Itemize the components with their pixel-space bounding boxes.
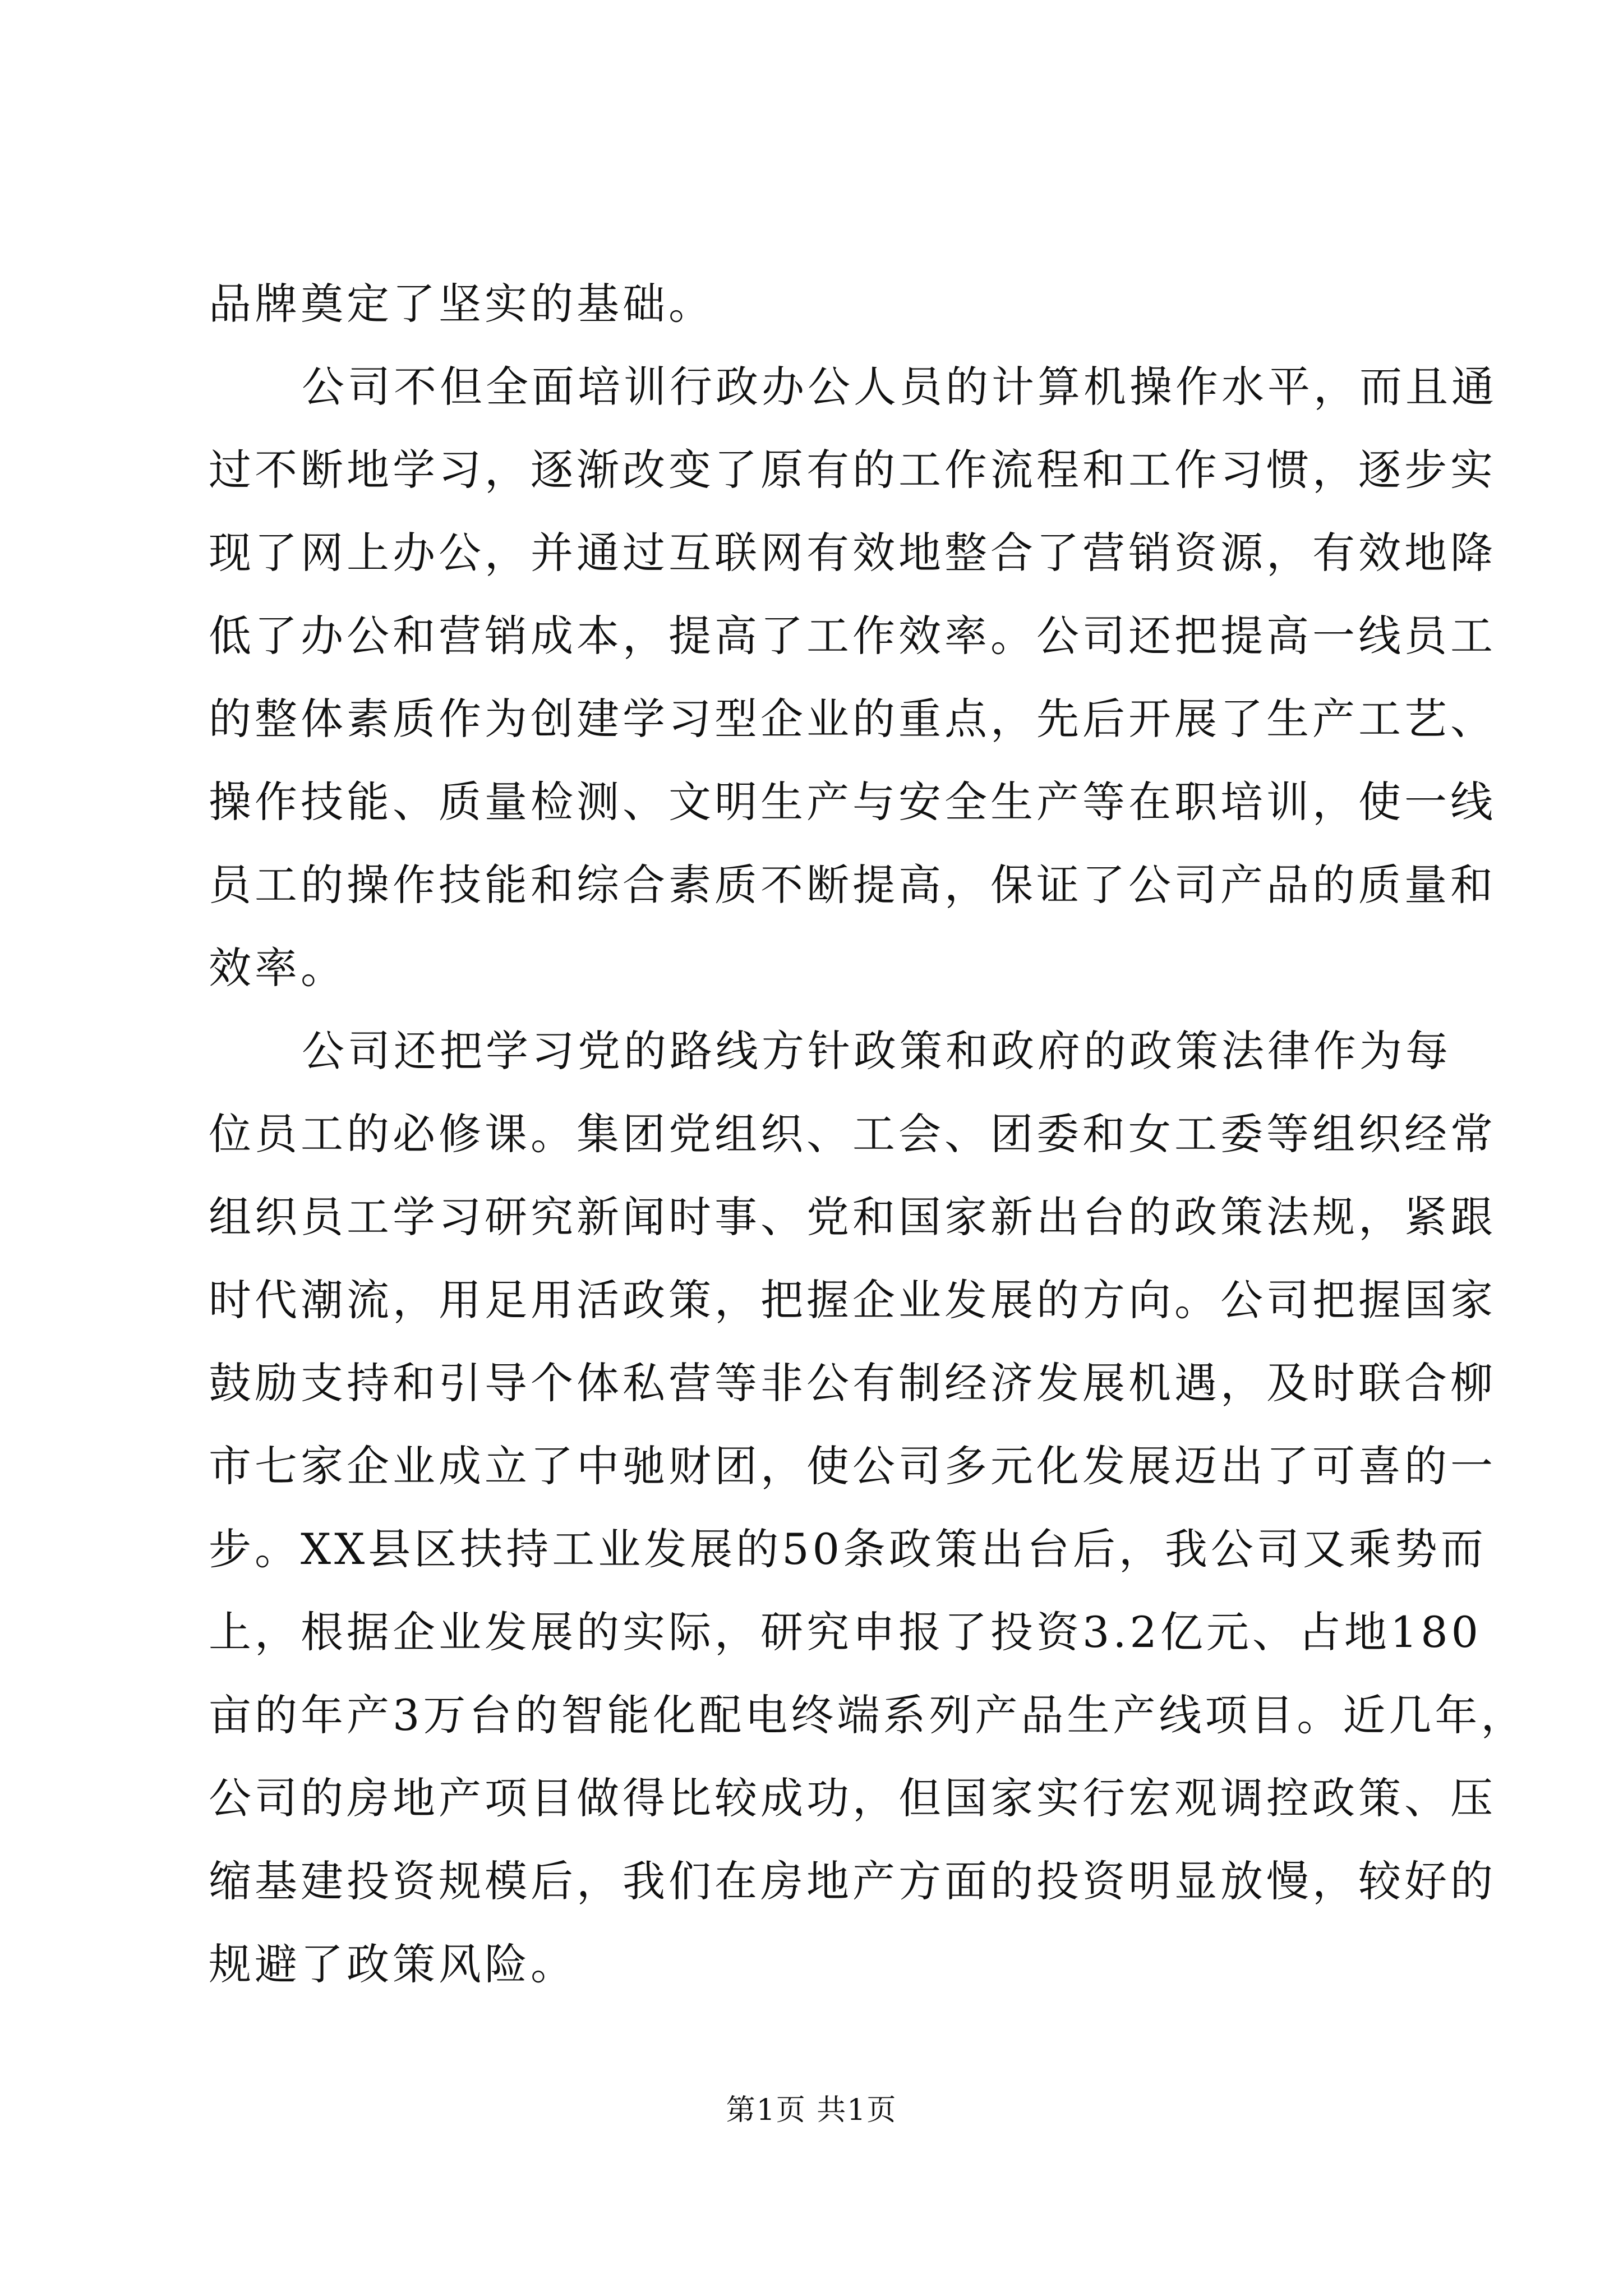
text-line: 品牌奠定了坚实的基础。: [209, 279, 714, 329]
text-line: 缩基建投资规模后，我们在房地产方面的投资明显放慢，较好的: [209, 1856, 1496, 1906]
text-line: 过不断地学习，逐渐改变了原有的工作流程和工作习惯，逐步实: [209, 445, 1496, 495]
text-line: 组织员工学习研究新闻时事、党和国家新出台的政策法规，紧跟: [209, 1192, 1496, 1242]
paragraph-first-line: 公司不但全面培训行政办公人员的计算机操作水平，而且通: [302, 362, 1497, 412]
text-line: 步。XX县区扶持工业发展的50条政策出台后，我公司又乘势而: [209, 1524, 1487, 1574]
text-line: 上，根据企业发展的实际，研究申报了投资3.2亿元、占地180: [209, 1607, 1482, 1657]
text-line: 效率。: [209, 943, 347, 993]
text-line: 现了网上办公，并通过互联网有效地整合了营销资源，有效地降: [209, 528, 1496, 578]
text-line: 亩的年产3万台的智能化配电终端系列产品生产线项目。近几年，: [209, 1690, 1527, 1740]
page-number-footer: 第1页 共1页: [726, 2093, 897, 2127]
text-line: 公司的房地产项目做得比较成功，但国家实行宏观调控政策、压: [209, 1773, 1496, 1823]
text-line: 市七家企业成立了中驰财团，使公司多元化发展迈出了可喜的一: [209, 1441, 1496, 1491]
text-line: 员工的操作技能和综合素质不断提高，保证了公司产品的质量和: [209, 860, 1496, 910]
text-line: 鼓励支持和引导个体私营等非公有制经济发展机遇，及时联合柳: [209, 1358, 1496, 1408]
paragraph-first-line: 公司还把学习党的路线方针政策和政府的政策法律作为每: [302, 1026, 1451, 1076]
text-line: 规避了政策风险。: [209, 1939, 577, 1989]
text-line: 时代潮流，用足用活政策，把握企业发展的方向。公司把握国家: [209, 1275, 1496, 1325]
text-line: 的整体素质作为创建学习型企业的重点，先后开展了生产工艺、: [209, 694, 1496, 744]
text-line: 操作技能、质量检测、文明生产与安全生产等在职培训，使一线: [209, 777, 1496, 827]
text-line: 位员工的必修课。集团党组织、工会、团委和女工委等组织经常: [209, 1109, 1496, 1159]
document-body: [209, 263, 1527, 2006]
text-line: 低了办公和营销成本，提高了工作效率。公司还把提高一线员工: [209, 611, 1496, 661]
